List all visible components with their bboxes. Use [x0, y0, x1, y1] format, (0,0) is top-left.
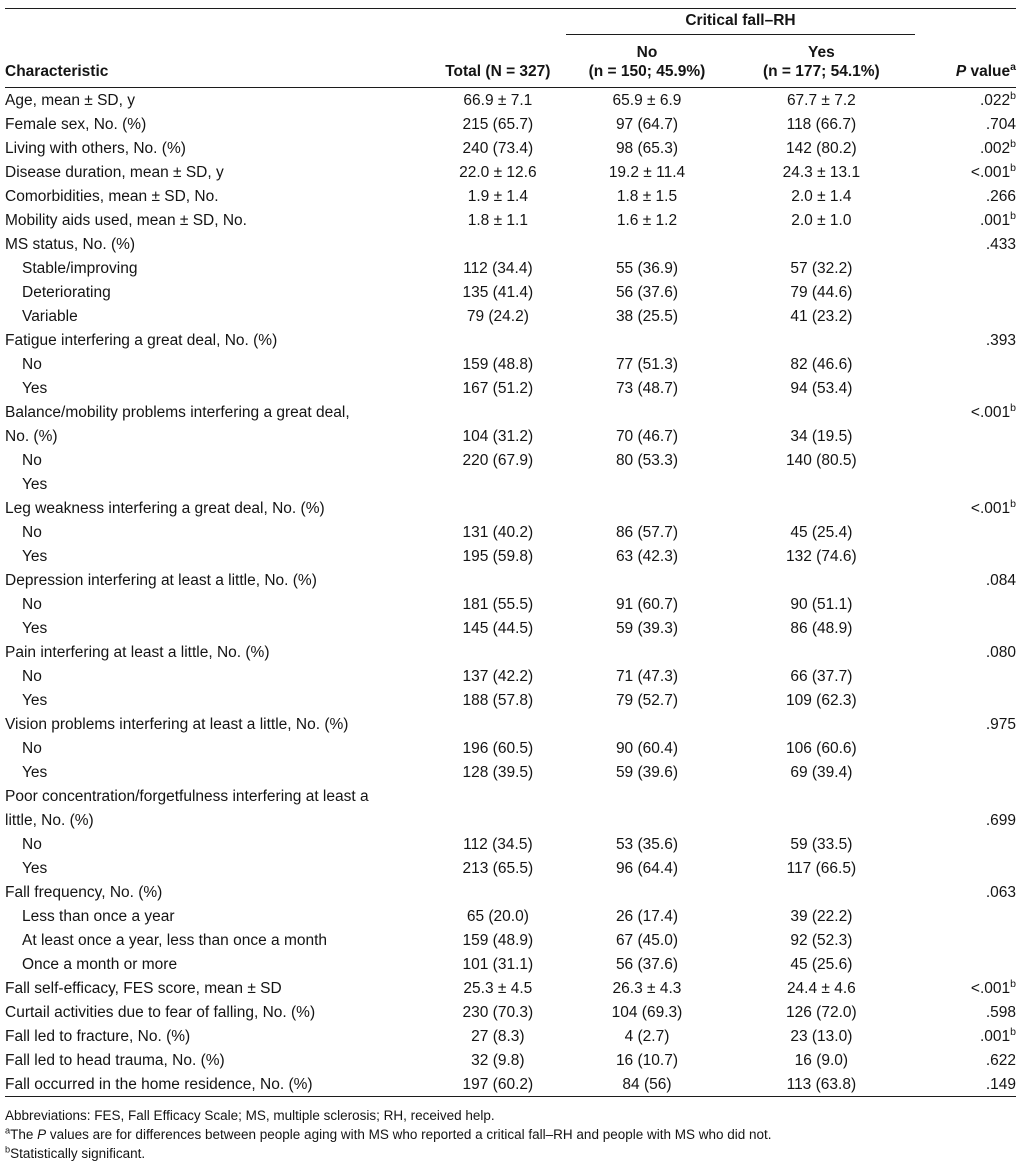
cell-p-value — [915, 472, 1016, 496]
row-label: Fall occurred in the home residence, No. (%) — [5, 1075, 313, 1093]
cell-p-value — [915, 952, 1016, 976]
table-row — [5, 136, 1016, 160]
row-label: No — [22, 523, 42, 541]
cell-total — [430, 568, 566, 592]
cell-yes: 59 (33.5) — [790, 835, 853, 853]
table-row — [5, 208, 1016, 232]
spanner-spacer — [915, 9, 1016, 35]
table-row — [5, 1024, 1016, 1048]
cell-yes: 16 (9.0) — [794, 1051, 849, 1069]
cell-p-value — [915, 856, 1016, 880]
cell-yes: 79 (44.6) — [790, 283, 853, 301]
cell-total: 213 (65.5) — [462, 859, 534, 877]
cell-p-value — [915, 424, 1016, 448]
row-label: Female sex, No. (%) — [5, 115, 147, 133]
row-label: Yes — [22, 859, 48, 877]
cell-total: 112 (34.4) — [463, 259, 533, 277]
cell-p-value: .001$^b$ — [979, 209, 1016, 229]
table-row — [5, 712, 1016, 736]
row-label: Living with others, No. (%) — [5, 139, 186, 157]
footnotes — [5, 1106, 1016, 1163]
cell-total: 104 (31.2) — [462, 427, 534, 445]
table-row — [5, 568, 1016, 592]
cell-no: 26 (17.4) — [615, 907, 678, 925]
cell-p-value: .080 — [985, 643, 1016, 661]
table-row — [5, 112, 1016, 136]
cell-no — [566, 640, 728, 664]
table-row — [5, 976, 1016, 1000]
spanner-spacer — [5, 9, 430, 35]
cell-no — [566, 400, 728, 424]
row-label: Comorbidities, mean ± SD, No. — [5, 187, 219, 205]
row-label: Fall self-efficacy, FES score, mean ± SD — [5, 979, 282, 997]
row-label: Poor concentration/forgetfulness interfering at least a — [5, 787, 369, 805]
cell-yes: 66 (37.7) — [790, 667, 853, 685]
cell-p-value: <.001$^b$ — [970, 977, 1016, 997]
row-label: Deteriorating — [22, 283, 111, 301]
row-label: No. (%) — [5, 427, 58, 445]
cell-p-value — [915, 520, 1016, 544]
cell-p-value: .063 — [985, 883, 1016, 901]
cell-p-value — [915, 832, 1016, 856]
cell-yes: 45 (25.6) — [790, 955, 853, 973]
cell-no: 55 (36.9) — [615, 259, 678, 277]
spanner-spacer — [430, 9, 566, 35]
table-row — [5, 184, 1016, 208]
cell-total: 1.9 ± 1.4 — [467, 187, 528, 205]
row-label: Variable — [22, 307, 78, 325]
table-row — [5, 160, 1016, 184]
cell-no: 59 (39.6) — [615, 763, 678, 781]
cell-p-value — [915, 688, 1016, 712]
cell-no — [566, 880, 728, 904]
cell-total — [430, 880, 566, 904]
cell-p-value: .001$^b$ — [979, 1025, 1016, 1045]
row-label: Fall frequency, No. (%) — [5, 883, 163, 901]
cell-p-value: .393 — [985, 331, 1016, 349]
col-header-yes — [728, 35, 915, 88]
cell-yes: 41 (23.2) — [790, 307, 853, 325]
cell-total: 1.8 ± 1.1 — [467, 211, 528, 229]
cell-total: 240 (73.4) — [462, 139, 534, 157]
cell-p-value — [915, 352, 1016, 376]
cell-total — [430, 640, 566, 664]
cell-yes: 113 (63.8) — [786, 1075, 857, 1093]
spanner-critical-fall-rh: Critical fall–RH — [566, 9, 915, 35]
cell-total: 131 (40.2) — [462, 523, 534, 541]
cell-no: 59 (39.3) — [615, 619, 678, 637]
cell-total: 27 (8.3) — [471, 1027, 525, 1045]
table-row — [5, 904, 1016, 928]
table-row — [5, 448, 1016, 472]
table-row — [5, 232, 1016, 256]
cell-yes — [728, 496, 915, 520]
cell-total — [430, 400, 566, 424]
cell-total: 66.9 ± 7.1 — [463, 91, 533, 109]
cell-no: 63 (42.3) — [615, 547, 678, 565]
col-header-no — [566, 35, 728, 88]
cell-total — [430, 328, 566, 352]
cell-yes: 69 (39.4) — [790, 763, 853, 781]
cell-no: 73 (48.7) — [615, 379, 678, 397]
cell-yes: 45 (25.4) — [790, 523, 853, 541]
row-label: No — [22, 739, 42, 757]
table-row — [5, 88, 1016, 113]
characteristics-table — [5, 8, 1016, 1097]
cell-no: 53 (35.6) — [615, 835, 678, 853]
cell-no: 38 (25.5) — [615, 307, 678, 325]
row-label: No — [22, 667, 42, 685]
cell-yes: 142 (80.2) — [786, 139, 857, 157]
cell-yes: 23 (13.0) — [790, 1027, 853, 1045]
table-row — [5, 1048, 1016, 1072]
table-row — [5, 1000, 1016, 1024]
cell-yes: 2.0 ± 1.0 — [791, 211, 852, 229]
cell-p-value — [915, 592, 1016, 616]
cell-yes: 24.4 ± 4.6 — [786, 979, 856, 997]
table-row — [5, 616, 1016, 640]
cell-no — [566, 328, 728, 352]
cell-p-value — [915, 760, 1016, 784]
table-row — [5, 280, 1016, 304]
cell-yes — [728, 640, 915, 664]
row-label: Mobility aids used, mean ± SD, No. — [5, 211, 247, 229]
row-label: Vision problems interfering at least a little, No. (%) — [5, 715, 349, 733]
cell-yes — [728, 808, 915, 832]
row-label: No — [22, 835, 42, 853]
cell-total: 137 (42.2) — [462, 667, 534, 685]
cell-p-value — [915, 304, 1016, 328]
row-label: Curtail activities due to fear of falling, No. (%) — [5, 1003, 316, 1021]
row-label: Yes — [22, 379, 48, 397]
cell-yes: 86 (48.9) — [790, 619, 853, 637]
cell-yes — [728, 328, 915, 352]
cell-total — [430, 496, 566, 520]
cell-total: 188 (57.8) — [462, 691, 534, 709]
cell-no: 26.3 ± 4.3 — [612, 979, 682, 997]
cell-p-value: <.001$^b$ — [970, 401, 1016, 421]
cell-total: 128 (39.5) — [462, 763, 534, 781]
cell-total: 101 (31.1) — [462, 955, 534, 973]
cell-no: 96 (64.4) — [615, 859, 678, 877]
cell-no: 65.9 ± 6.9 — [612, 91, 682, 109]
col-header-yes-line1: Yes — [807, 44, 835, 61]
row-label: Leg weakness interfering a great deal, No. (%) — [5, 499, 325, 517]
table-row — [5, 760, 1016, 784]
cell-no: 56 (37.6) — [615, 283, 678, 301]
table-row — [5, 304, 1016, 328]
cell-no — [566, 472, 728, 496]
table-header — [5, 9, 1016, 88]
table-row — [5, 1072, 1016, 1097]
table-row — [5, 808, 1016, 832]
cell-yes: 140 (80.5) — [786, 451, 857, 469]
table-row — [5, 832, 1016, 856]
cell-total: 145 (44.5) — [462, 619, 534, 637]
table-row — [5, 592, 1016, 616]
cell-p-value: .084 — [985, 571, 1016, 589]
cell-no: 86 (57.7) — [615, 523, 678, 541]
cell-p-value — [915, 256, 1016, 280]
footnote-abbreviations: Abbreviations: FES, Fall Efficacy Scale; MS, multiple sclerosis; RH, received help. — [5, 1108, 495, 1123]
cell-p-value: .622 — [985, 1051, 1016, 1069]
row-label: MS status, No. (%) — [5, 235, 136, 253]
cell-total: 22.0 ± 12.6 — [459, 163, 537, 181]
row-label: Once a month or more — [22, 955, 178, 973]
table-body — [5, 88, 1016, 1097]
row-label: Less than once a year — [22, 907, 175, 925]
row-label: Balance/mobility problems interfering a great deal, — [5, 403, 350, 421]
cell-p-value: .002$^b$ — [979, 137, 1016, 157]
cell-no: 56 (37.6) — [615, 955, 678, 973]
cell-yes — [728, 472, 915, 496]
row-label: Yes — [22, 475, 48, 493]
cell-total — [430, 712, 566, 736]
row-label: Pain interfering at least a little, No. (%) — [5, 643, 270, 661]
cell-total: 196 (60.5) — [462, 739, 534, 757]
spanner-row — [5, 9, 1016, 35]
cell-total — [430, 472, 566, 496]
cell-total: 135 (41.4) — [462, 283, 534, 301]
cell-no: 104 (69.3) — [611, 1003, 683, 1021]
col-header-no-line2: (n = 150; 45.9%) — [588, 63, 706, 80]
cell-no — [566, 568, 728, 592]
cell-yes: 117 (66.5) — [786, 859, 857, 877]
cell-yes: 2.0 ± 1.4 — [791, 187, 852, 205]
cell-yes: 57 (32.2) — [790, 259, 853, 277]
cell-yes: 34 (19.5) — [790, 427, 853, 445]
cell-total — [430, 784, 566, 808]
table-row — [5, 664, 1016, 688]
row-label: little, No. (%) — [5, 811, 94, 829]
table-row — [5, 400, 1016, 424]
cell-no: 1.8 ± 1.5 — [616, 187, 678, 205]
cell-p-value — [915, 616, 1016, 640]
row-label: At least once a year, less than once a month — [22, 931, 328, 949]
cell-yes: 24.3 ± 13.1 — [782, 163, 861, 181]
cell-p-value — [915, 544, 1016, 568]
cell-total: 79 (24.2) — [466, 307, 529, 325]
col-header-no-line1: No — [636, 44, 658, 61]
cell-yes: 82 (46.6) — [790, 355, 853, 373]
cell-p-value: .266 — [985, 187, 1016, 205]
column-header-row — [5, 35, 1016, 88]
cell-no — [566, 496, 728, 520]
table-row — [5, 472, 1016, 496]
cell-no — [566, 808, 728, 832]
cell-yes — [728, 712, 915, 736]
footnote-b: $^b$Statistically significant. — [5, 1144, 146, 1161]
table-row — [5, 736, 1016, 760]
table-row — [5, 352, 1016, 376]
cell-p-value: .433 — [985, 235, 1016, 253]
cell-p-value — [915, 736, 1016, 760]
table-row — [5, 256, 1016, 280]
cell-total — [430, 808, 566, 832]
cell-no: 67 (45.0) — [615, 931, 678, 949]
cell-p-value: .598 — [985, 1003, 1016, 1021]
row-label: Stable/improving — [22, 259, 138, 277]
row-label: Depression interfering at least a little, No. (%) — [5, 571, 317, 589]
cell-yes: 132 (74.6) — [786, 547, 857, 565]
cell-yes: 90 (51.1) — [790, 595, 853, 613]
cell-total: 167 (51.2) — [462, 379, 534, 397]
cell-yes: 106 (60.6) — [786, 739, 857, 757]
cell-p-value: .699 — [985, 811, 1016, 829]
cell-yes: 109 (62.3) — [786, 691, 857, 709]
footnote-a: $^a$The P values are for differences between people aging with MS who reported a critical fall–RH and people with MS who did not. — [5, 1125, 772, 1142]
table-row — [5, 784, 1016, 808]
row-label: No — [22, 451, 42, 469]
table-row — [5, 376, 1016, 400]
cell-p-value: <.001$^b$ — [970, 161, 1016, 181]
cell-p-value: .022$^b$ — [979, 89, 1016, 109]
row-label: Yes — [22, 763, 48, 781]
cell-total: 112 (34.5) — [463, 835, 533, 853]
cell-total: 25.3 ± 4.5 — [463, 979, 533, 997]
cell-no: 71 (47.3) — [615, 667, 678, 685]
cell-yes: 94 (53.4) — [790, 379, 853, 397]
cell-no: 19.2 ± 11.4 — [608, 163, 686, 181]
cell-total: 215 (65.7) — [462, 115, 534, 133]
cell-no: 84 (56) — [622, 1075, 672, 1093]
cell-p-value — [915, 904, 1016, 928]
cell-p-value: <.001$^b$ — [970, 497, 1016, 517]
table-row — [5, 328, 1016, 352]
cell-p-value: .975 — [985, 715, 1016, 733]
col-header-characteristic: Characteristic — [5, 35, 430, 88]
table-row — [5, 688, 1016, 712]
table-row — [5, 424, 1016, 448]
cell-total: 181 (55.5) — [462, 595, 534, 613]
cell-total: 220 (67.9) — [462, 451, 534, 469]
table-row — [5, 952, 1016, 976]
cell-p-value — [915, 376, 1016, 400]
row-label: Age, mean ± SD, y — [5, 91, 135, 109]
cell-no — [566, 784, 728, 808]
cell-no: 70 (46.7) — [615, 427, 678, 445]
cell-total: 230 (70.3) — [462, 1003, 534, 1021]
cell-no: 77 (51.3) — [615, 355, 678, 373]
cell-no: 98 (65.3) — [615, 139, 678, 157]
cell-no: 79 (52.7) — [615, 691, 678, 709]
cell-no: 91 (60.7) — [615, 595, 678, 613]
cell-total: 159 (48.9) — [462, 931, 534, 949]
row-label: No — [22, 595, 42, 613]
cell-total: 65 (20.0) — [466, 907, 529, 925]
cell-no: 97 (64.7) — [615, 115, 678, 133]
cell-yes: 126 (72.0) — [786, 1003, 857, 1021]
row-label: Yes — [22, 619, 48, 637]
cell-no: 1.6 ± 1.2 — [616, 211, 678, 229]
cell-yes: 39 (22.2) — [790, 907, 853, 925]
row-label: Fall led to head trauma, No. (%) — [5, 1051, 225, 1069]
col-header-total: Total (N = 327) — [430, 35, 566, 88]
cell-no: 16 (10.7) — [615, 1051, 678, 1069]
col-header-yes-line2: (n = 177; 54.1%) — [762, 63, 880, 80]
cell-yes: 92 (52.3) — [790, 931, 853, 949]
cell-yes: 67.7 ± 7.2 — [786, 91, 856, 109]
cell-p-value — [915, 448, 1016, 472]
cell-no: 90 (60.4) — [615, 739, 678, 757]
col-header-p-value: P value$^a$ — [915, 35, 1016, 88]
cell-no — [566, 232, 728, 256]
cell-yes — [728, 568, 915, 592]
row-label: Yes — [22, 691, 48, 709]
row-label: Fatigue interfering a great deal, No. (%) — [5, 331, 278, 349]
cell-no — [566, 712, 728, 736]
cell-no: 80 (53.3) — [615, 451, 678, 469]
cell-p-value — [915, 784, 1016, 808]
table-row — [5, 928, 1016, 952]
cell-yes — [728, 400, 915, 424]
cell-yes — [728, 784, 915, 808]
cell-total: 32 (9.8) — [471, 1051, 525, 1069]
cell-p-value: .149 — [985, 1075, 1016, 1093]
cell-p-value — [915, 928, 1016, 952]
cell-no: 4 (2.7) — [624, 1027, 670, 1045]
row-label: No — [22, 355, 42, 373]
cell-total: 195 (59.8) — [462, 547, 534, 565]
cell-yes — [728, 880, 915, 904]
table-row — [5, 496, 1016, 520]
cell-p-value — [915, 280, 1016, 304]
row-label: Fall led to fracture, No. (%) — [5, 1027, 191, 1045]
cell-total — [430, 232, 566, 256]
table-row — [5, 880, 1016, 904]
row-label: Yes — [22, 547, 48, 565]
cell-p-value — [915, 664, 1016, 688]
cell-total: 197 (60.2) — [462, 1075, 534, 1093]
table-row — [5, 520, 1016, 544]
row-label: Disease duration, mean ± SD, y — [5, 163, 224, 181]
cell-total: 159 (48.8) — [462, 355, 534, 373]
table-row — [5, 640, 1016, 664]
cell-yes — [728, 232, 915, 256]
cell-p-value: .704 — [985, 115, 1016, 133]
cell-yes: 118 (66.7) — [786, 115, 857, 133]
table-row — [5, 856, 1016, 880]
table-row — [5, 544, 1016, 568]
